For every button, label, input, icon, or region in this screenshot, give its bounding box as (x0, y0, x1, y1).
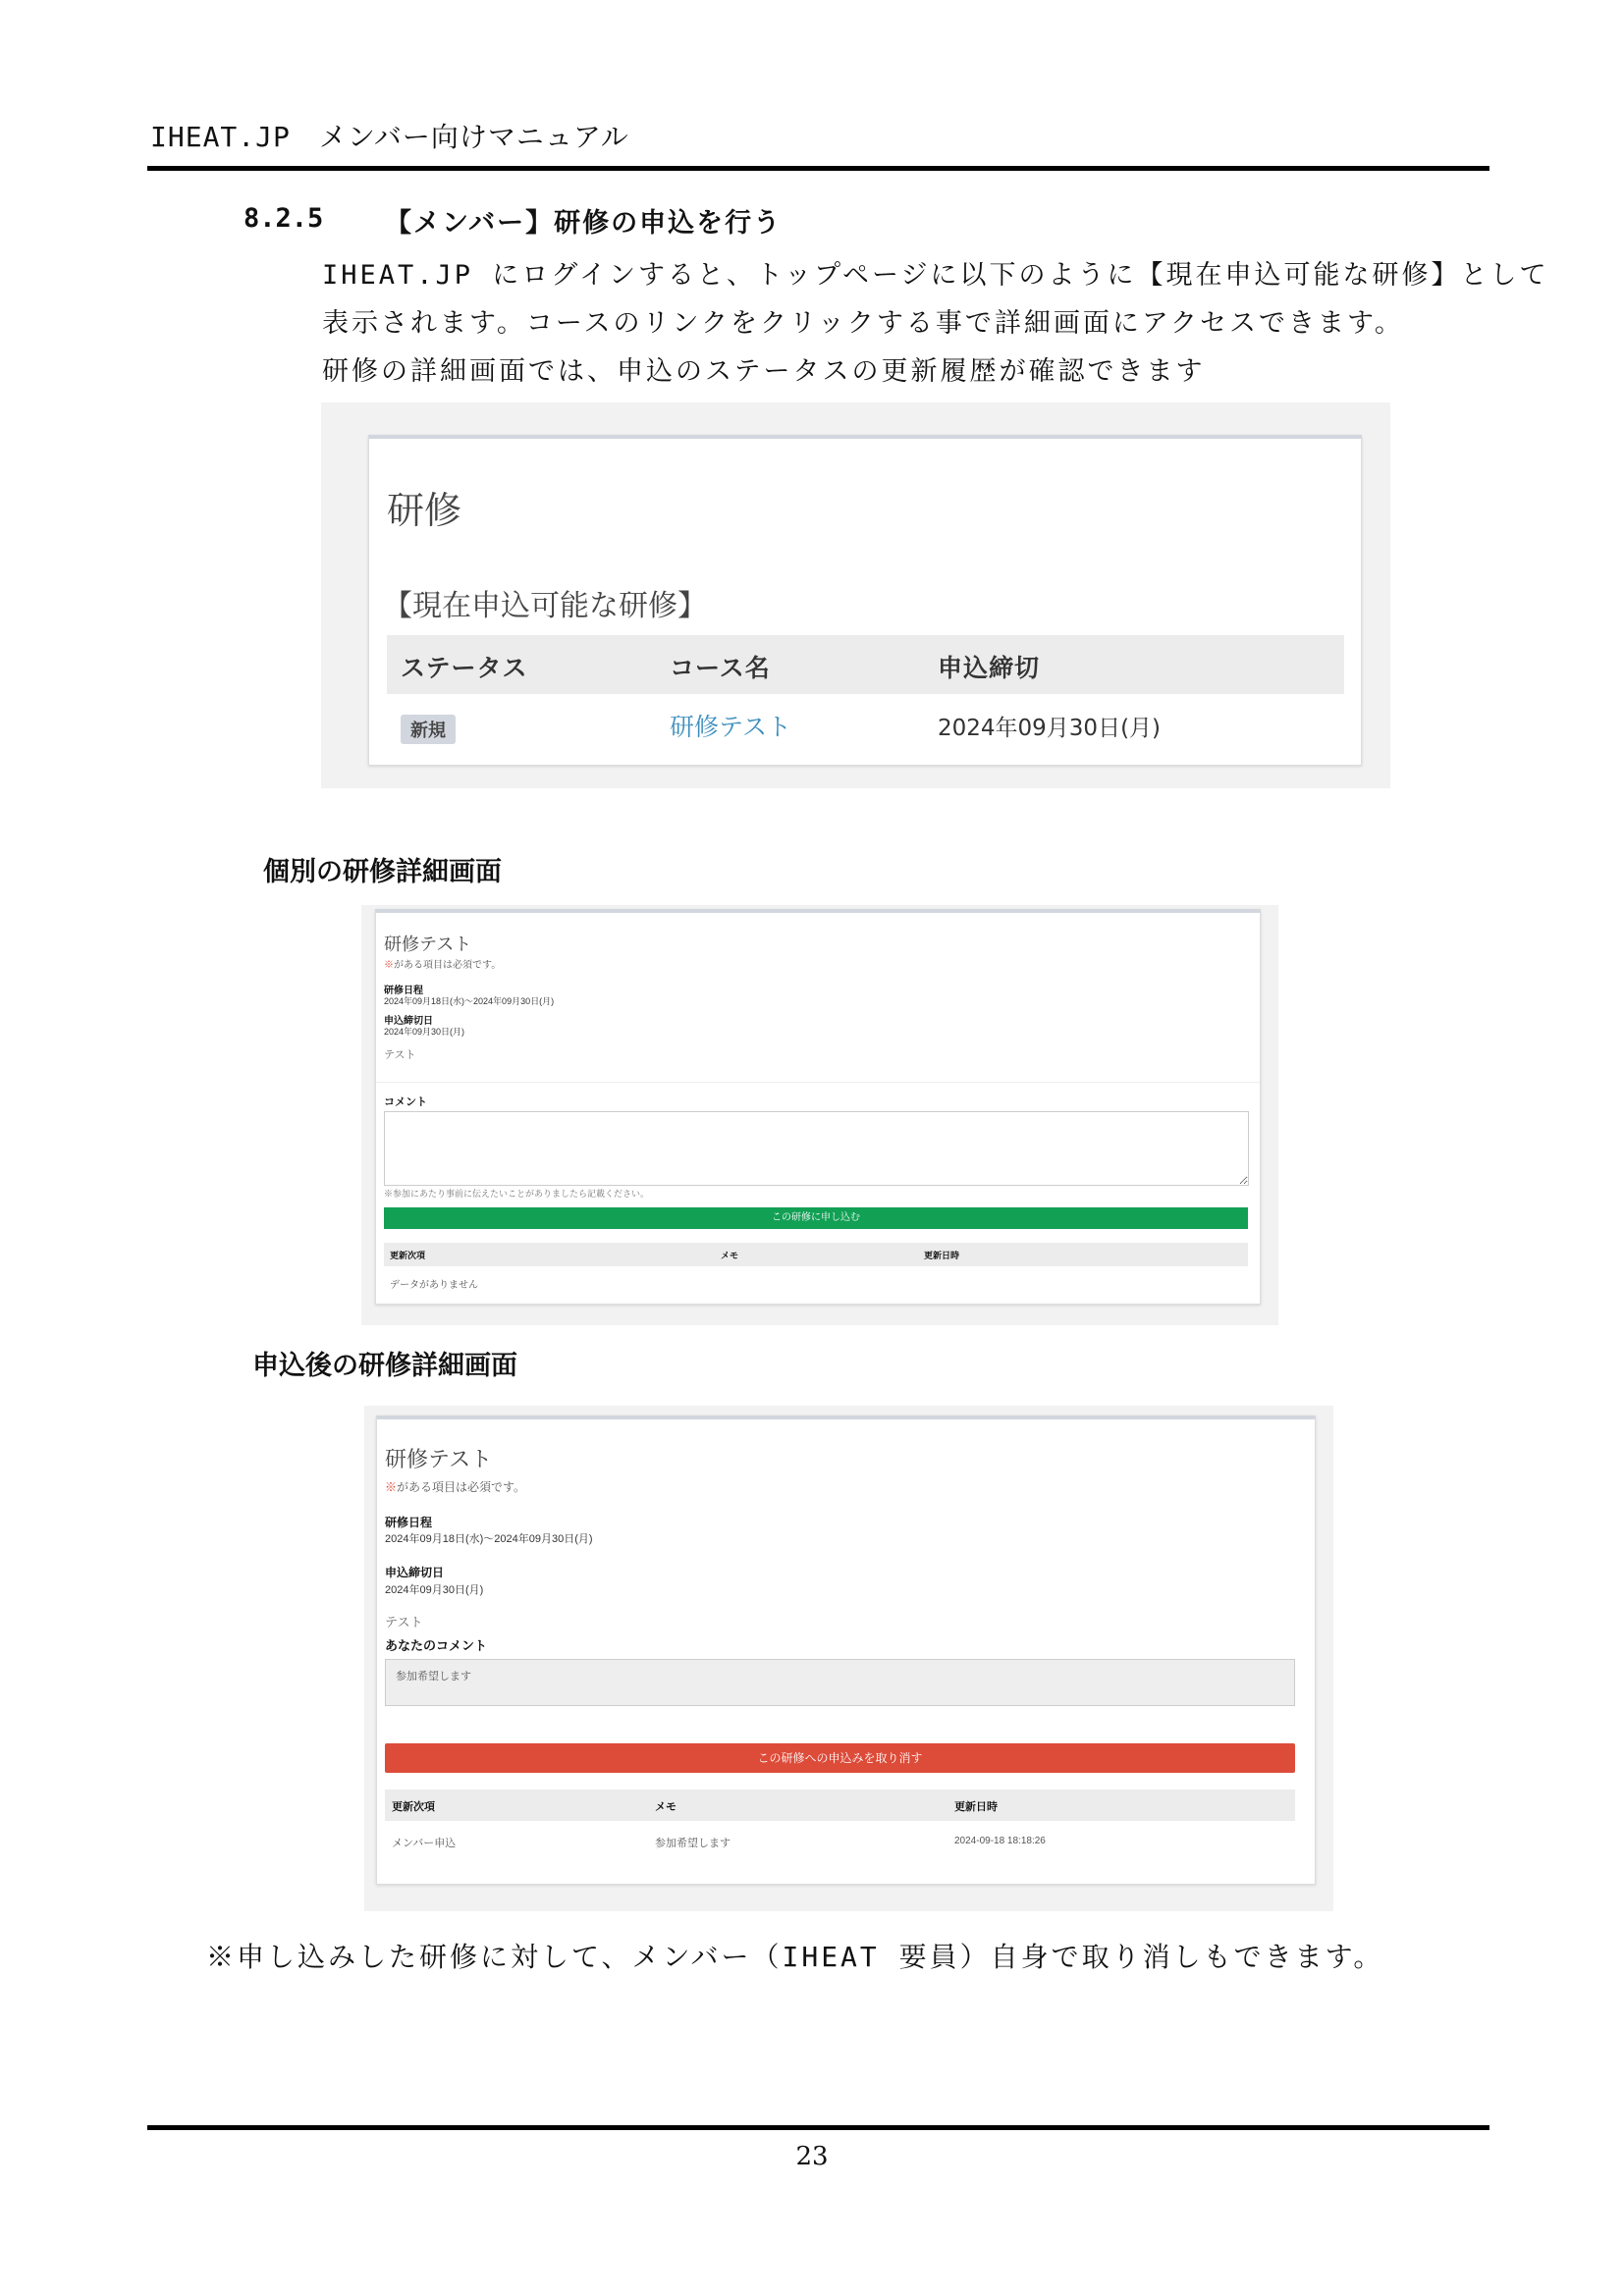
table-header (387, 635, 1344, 694)
history-col-datetime: 更新日時 (954, 1801, 998, 1813)
screenshot-training-detail-applied (364, 1406, 1333, 1911)
detail-box-applied (376, 1415, 1316, 1885)
box-heading: 研修 (387, 489, 462, 532)
deadline-value: 2024年09月30日(月) (384, 1027, 465, 1037)
your-comment-box (385, 1659, 1295, 1706)
course-link[interactable]: 研修テスト (670, 713, 792, 741)
history-col-item: 更新次項 (390, 1251, 426, 1260)
deadline-label: 申込締切日 (385, 1566, 445, 1579)
schedule-value: 2024年09月18日(水)～2024年09月30日(月) (384, 996, 555, 1006)
history-cell-memo: 参加希望します (655, 1838, 731, 1849)
description-text: テスト (384, 1049, 416, 1061)
divider (376, 1082, 1260, 1083)
section-number: 8.2.5 (244, 203, 324, 234)
comment-textarea[interactable] (384, 1111, 1249, 1186)
screenshot-training-detail (361, 905, 1278, 1325)
schedule-value: 2024年09月18日(水)～2024年09月30日(月) (385, 1533, 593, 1545)
detail-title: 研修テスト (384, 934, 472, 954)
history-cell-datetime: 2024-09-18 18:18:26 (954, 1836, 1046, 1846)
comment-label: コメント (384, 1096, 427, 1108)
your-comment-label: あなたのコメント (385, 1638, 488, 1653)
cancel-note: ※申し込みした研修に対して、メンバー（IHEAT 要員）自身で取り消しもできます。 (206, 1941, 1384, 1973)
header-rule (147, 166, 1489, 171)
page-number: 23 (795, 2142, 829, 2171)
deadline-value: 2024年09月30日(月) (385, 1584, 484, 1596)
required-note-text: がある項目は必須です。 (397, 1480, 526, 1494)
schedule-label: 研修日程 (385, 1516, 433, 1529)
document-header-title: IHEAT.JP メンバー向けマニュアル (150, 121, 629, 153)
column-header-status: ステータス (401, 654, 528, 682)
schedule-label: 研修日程 (384, 986, 423, 996)
column-header-course: コース名 (670, 654, 771, 682)
history-col-datetime: 更新日時 (924, 1251, 960, 1260)
apply-button[interactable]: この研修に申し込む (384, 1207, 1248, 1229)
history-table-header (384, 1243, 1248, 1266)
screenshot-training-list (321, 402, 1390, 788)
training-box (368, 435, 1362, 766)
paragraph-line-3: 研修の詳細画面では、申込のステータスの更新履歴が確認できます (322, 356, 1206, 387)
column-header-deadline: 申込締切 (938, 654, 1041, 682)
comment-hint: ※参加にあたり事前に伝えたいことがありましたら記載ください。 (384, 1189, 650, 1199)
detail-box (375, 909, 1261, 1305)
history-col-memo: メモ (721, 1251, 739, 1260)
deadline-label: 申込締切日 (384, 1016, 433, 1027)
deadline-cell: 2024年09月30日(月) (938, 716, 1162, 741)
paragraph-line-1: IHEAT.JP にログインすると、トップページに以下のように【現在申込可能な研修】として (322, 260, 1549, 291)
section-title: 【メンバー】研修の申込を行う (385, 208, 783, 239)
required-mark: ※ (384, 960, 394, 971)
caption-detail: 個別の研修詳細画面 (263, 857, 502, 887)
description-text: テスト (385, 1615, 423, 1629)
footer-rule (147, 2125, 1489, 2130)
required-note (385, 1478, 525, 1495)
history-empty-text: データがありません (390, 1280, 478, 1291)
cancel-application-button[interactable]: この研修への申込みを取り消す (385, 1743, 1295, 1773)
detail-title: 研修テスト (385, 1447, 493, 1471)
caption-after-apply: 申込後の研修詳細画面 (252, 1351, 517, 1381)
required-mark: ※ (385, 1480, 398, 1494)
box-subheading: 【現在申込可能な研修】 (383, 589, 707, 623)
required-note-text: がある項目は必須です。 (394, 960, 502, 971)
paragraph-line-2: 表示されます。コースのリンクをクリックする事で詳細画面にアクセスできます。 (322, 308, 1404, 339)
required-note (384, 956, 501, 971)
history-col-memo: メモ (655, 1801, 677, 1813)
history-table-header (385, 1789, 1295, 1821)
your-comment-text: 参加希望します (396, 1671, 471, 1682)
status-badge: 新規 (401, 715, 456, 744)
history-cell-item: メンバー申込 (392, 1838, 457, 1849)
history-col-item: 更新次項 (392, 1801, 435, 1813)
